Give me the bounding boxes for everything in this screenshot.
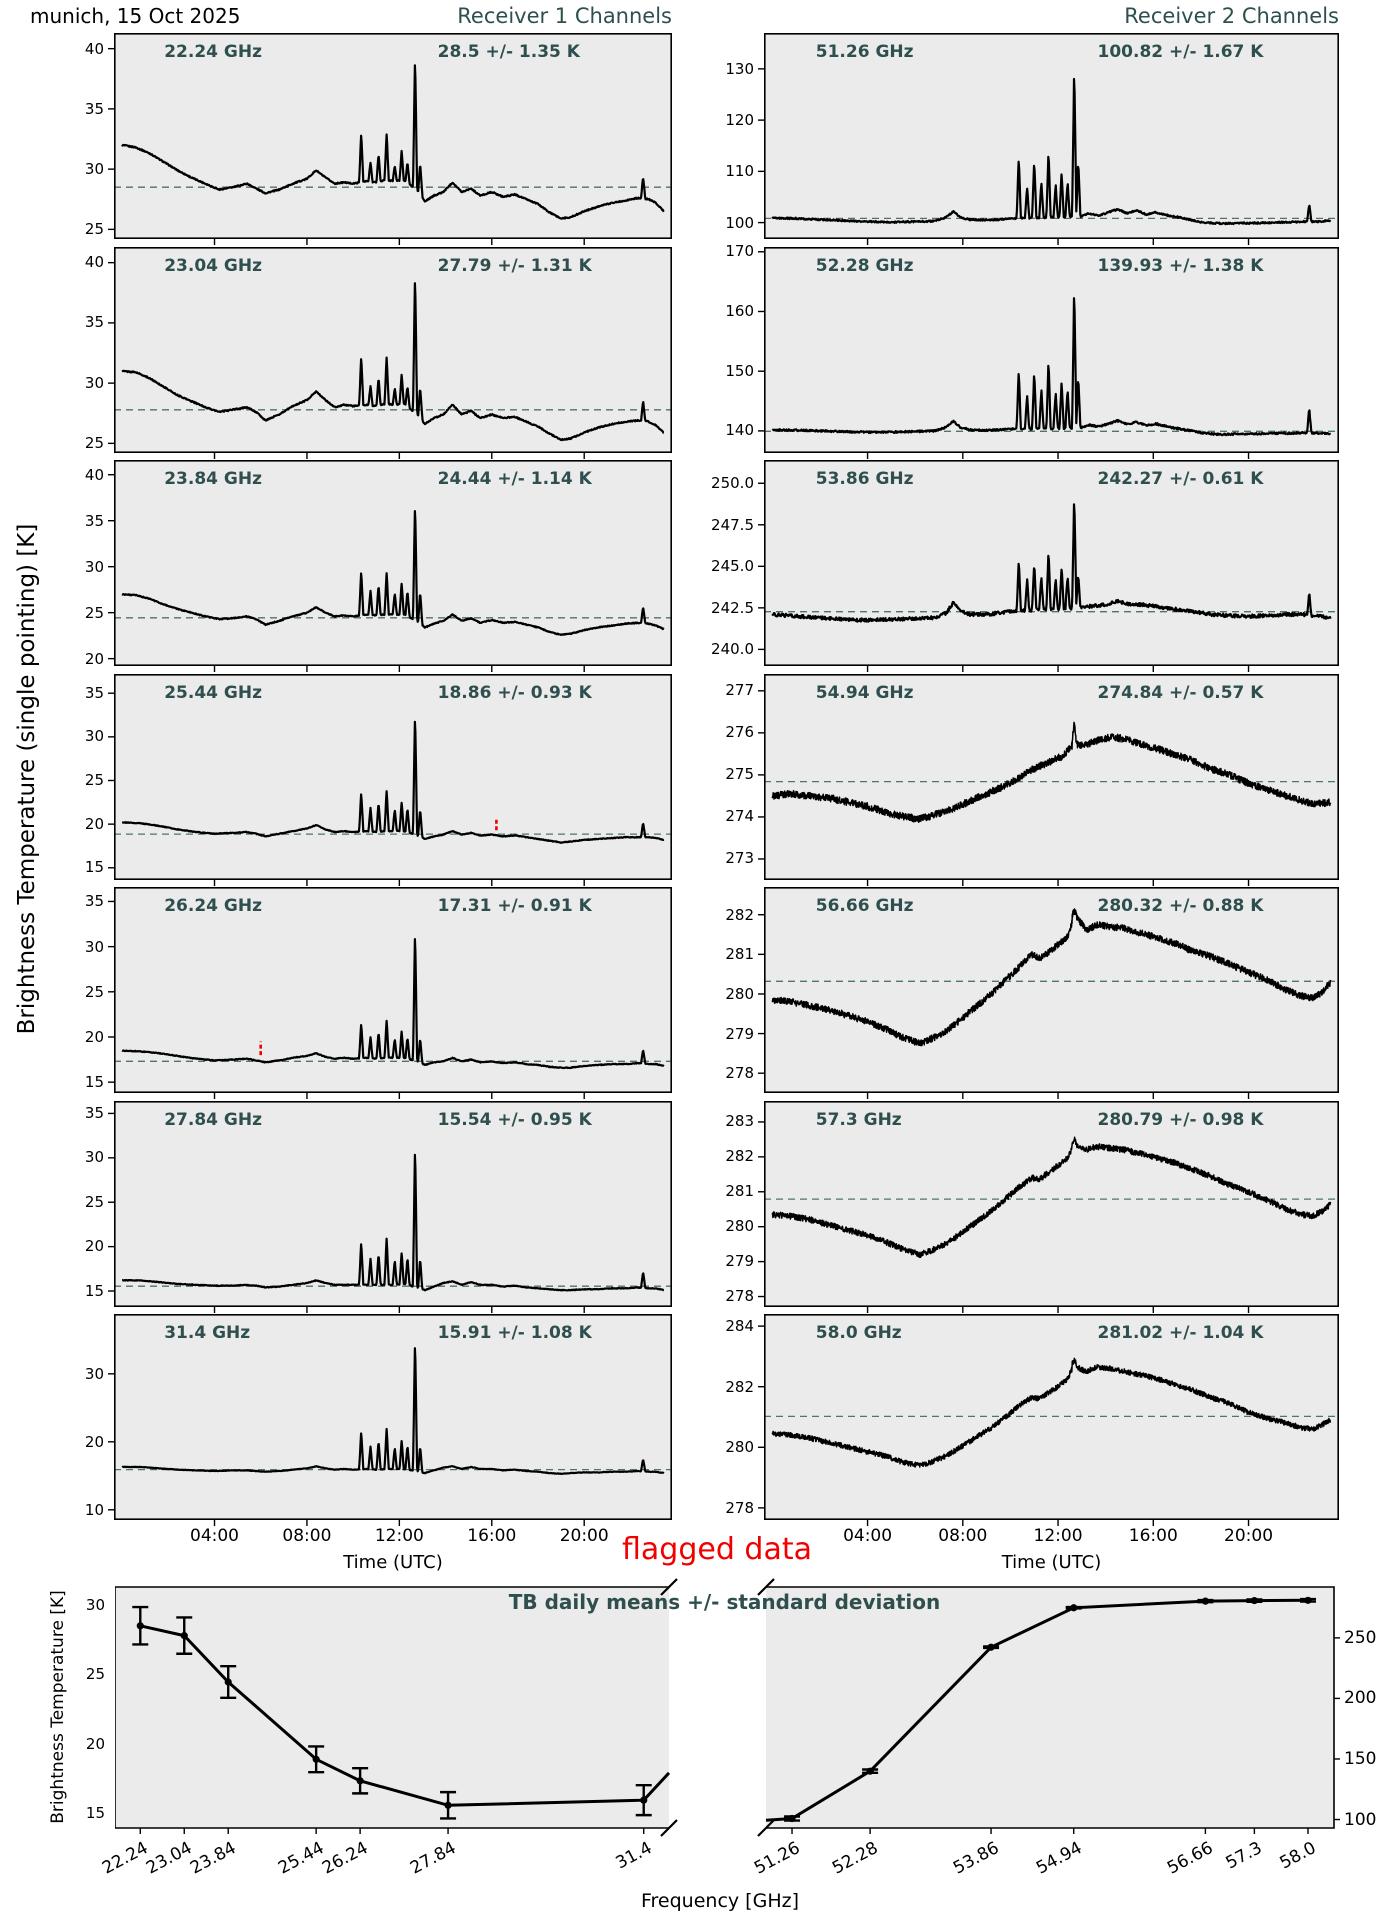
frequency-tick-label: 57.3 (1222, 1838, 1266, 1874)
channel-frequency-label: 51.26 GHz (815, 42, 914, 62)
time-tick-label: 08:00 (282, 1526, 332, 1546)
summary-right-tick-label: 100 (1344, 1809, 1377, 1830)
summary-panel-background (115, 1587, 669, 1828)
y-tick-label: 25 (84, 603, 104, 622)
channel-mean-label: 24.44 +/- 1.14 K (437, 469, 592, 489)
daily-mean-point (1304, 1597, 1311, 1604)
panel-background (764, 674, 1339, 880)
receiver1-title: Receiver 1 Channels (457, 4, 672, 28)
channel-mean-label: 274.84 +/- 0.57 K (1097, 682, 1264, 703)
y-tick-label: 282 (725, 1377, 754, 1396)
frequency-tick-label: 53.86 (950, 1838, 1003, 1879)
y-tick-label: 35 (84, 892, 104, 911)
panel-background (764, 1101, 1339, 1307)
frequency-tick-label: 27.84 (407, 1838, 460, 1879)
daily-mean-point (788, 1815, 795, 1822)
y-tick-label: 280 (725, 1217, 754, 1236)
channel-mean-label: 242.27 +/- 0.61 K (1097, 469, 1264, 489)
panel-25.44-ghz (106, 674, 672, 887)
panel-background (114, 887, 672, 1093)
y-tick-label: 25 (84, 220, 104, 239)
frequency-tick-label: 26.24 (319, 1838, 372, 1879)
time-tick-label: 20:00 (559, 1526, 609, 1546)
channel-mean-label: 281.02 +/- 1.04 K (1097, 1323, 1264, 1343)
channel-frequency-label: 54.94 GHz (815, 682, 914, 703)
y-tick-label: 30 (84, 1148, 104, 1167)
y-tick-label: 279 (725, 1252, 754, 1271)
y-tick-label: 35 (84, 99, 104, 118)
y-tick-label: 25 (84, 433, 104, 452)
time-tick-label: 16:00 (467, 1526, 517, 1546)
time-tick-label: 12:00 (374, 1526, 424, 1546)
summary-chart-canvas (115, 1565, 1344, 1855)
shared-y-axis-label: Brightness Temperature (single pointing) [K] (14, 523, 40, 1035)
channel-mean-label: 28.5 +/- 1.35 K (437, 42, 580, 62)
daily-mean-point (1202, 1598, 1209, 1605)
daily-mean-point (357, 1777, 364, 1784)
y-tick-label: 35 (84, 1103, 104, 1122)
summary-left-tick-label: 30 (85, 1596, 105, 1614)
y-tick-label: 281 (725, 1182, 754, 1201)
time-tick-label: 20:00 (1224, 1526, 1274, 1546)
channel-mean-label: 15.91 +/- 1.08 K (437, 1323, 592, 1343)
y-tick-label: 30 (84, 727, 104, 746)
panel-31.4-ghz (106, 1314, 672, 1527)
daily-mean-point (181, 1632, 188, 1639)
y-tick-label: 20 (84, 1432, 104, 1451)
time-axis-label: Time (UTC) (1001, 1552, 1102, 1573)
y-tick-label: 110 (725, 162, 754, 181)
daily-mean-point (313, 1756, 320, 1763)
y-tick-label: 277 (725, 681, 754, 700)
y-tick-label: 35 (84, 313, 104, 332)
panel-background (764, 33, 1339, 239)
channel-frequency-label: 31.4 GHz (164, 1323, 251, 1343)
daily-mean-point (867, 1768, 874, 1775)
y-tick-label: 274 (725, 807, 754, 826)
y-tick-label: 278 (725, 1498, 754, 1517)
panel-58.0-ghz (756, 1314, 1339, 1527)
frequency-tick-label: 56.66 (1164, 1838, 1217, 1879)
summary-right-tick-label: 150 (1344, 1748, 1377, 1769)
y-tick-label: 283 (725, 1112, 754, 1131)
channel-frequency-label: 53.86 GHz (815, 469, 914, 489)
channel-mean-label: 139.93 +/- 1.38 K (1097, 255, 1264, 276)
frequency-tick-label: 22.24 (99, 1838, 152, 1879)
panel-52.28-ghz (756, 247, 1339, 460)
panel-53.86-ghz (756, 460, 1339, 673)
y-tick-label: 282 (725, 1147, 754, 1166)
y-tick-label: 25 (84, 1192, 104, 1211)
frequency-tick-label: 23.84 (187, 1838, 240, 1879)
y-tick-label: 130 (725, 59, 754, 78)
summary-right-tick-label: 200 (1344, 1688, 1377, 1709)
channel-mean-label: 17.31 +/- 0.91 K (437, 896, 592, 916)
daily-mean-point (444, 1802, 451, 1809)
receiver2-title: Receiver 2 Channels (1124, 4, 1339, 28)
frequency-tick-label: 52.28 (829, 1838, 882, 1879)
y-tick-label: 281 (725, 945, 754, 964)
summary-x-axis-label: Frequency [GHz] (640, 1890, 799, 1912)
time-tick-label: 04:00 (843, 1526, 893, 1546)
panel-22.24-ghz (106, 33, 672, 246)
y-tick-label: 245.0 (711, 557, 754, 576)
summary-right-tick-label: 250 (1344, 1627, 1377, 1648)
y-tick-label: 150 (725, 361, 754, 380)
panel-background (114, 460, 672, 666)
time-tick-label: 12:00 (1033, 1526, 1083, 1546)
channel-frequency-label: 57.3 GHz (815, 1109, 902, 1130)
daily-mean-point (137, 1622, 144, 1629)
panel-56.66-ghz (756, 887, 1339, 1100)
channel-mean-label: 27.79 +/- 1.31 K (437, 255, 592, 276)
y-tick-label: 140 (725, 421, 754, 440)
panel-23.04-ghz (106, 247, 672, 460)
y-tick-label: 30 (84, 937, 104, 956)
panel-background (114, 33, 672, 239)
y-tick-label: 30 (84, 557, 104, 576)
channel-frequency-label: 22.24 GHz (164, 42, 262, 62)
summary-left-tick-label: 25 (85, 1665, 105, 1684)
y-tick-label: 30 (84, 1364, 104, 1383)
page-title: munich, 15 Oct 2025 (30, 4, 241, 28)
daily-mean-point (1070, 1604, 1077, 1611)
y-tick-label: 20 (84, 814, 104, 833)
y-tick-label: 35 (84, 683, 104, 702)
frequency-tick-label: 58.0 (1276, 1838, 1320, 1874)
y-tick-label: 15 (84, 858, 104, 877)
y-tick-label: 30 (84, 373, 104, 392)
y-tick-label: 273 (725, 849, 754, 868)
y-tick-label: 25 (84, 770, 104, 789)
panel-background (764, 887, 1339, 1093)
channel-mean-label: 100.82 +/- 1.67 K (1097, 42, 1264, 62)
time-tick-label: 04:00 (190, 1526, 239, 1546)
y-tick-label: 35 (84, 511, 104, 530)
y-tick-label: 20 (84, 1027, 104, 1046)
y-tick-label: 15 (84, 1073, 104, 1092)
y-tick-label: 15 (84, 1281, 104, 1300)
frequency-tick-label: 51.26 (751, 1838, 804, 1879)
summary-y-axis-label: Brightness Temperature [K] (48, 1590, 68, 1824)
channel-mean-label: 15.54 +/- 0.95 K (437, 1109, 592, 1130)
summary-chart-title: TB daily means +/- standard deviation (508, 1590, 941, 1614)
channel-frequency-label: 52.28 GHz (815, 255, 914, 276)
panel-51.26-ghz (756, 33, 1339, 246)
panel-26.24-ghz (106, 887, 672, 1100)
channel-frequency-label: 56.66 GHz (815, 896, 914, 916)
y-tick-label: 20 (84, 649, 104, 668)
daily-mean-point (987, 1644, 994, 1651)
time-tick-label: 16:00 (1128, 1526, 1178, 1546)
y-tick-label: 242.5 (711, 598, 754, 617)
y-tick-label: 120 (725, 111, 754, 130)
panel-54.94-ghz (756, 674, 1339, 887)
time-axis-label: Time (UTC) (343, 1552, 443, 1573)
panel-background (114, 674, 672, 880)
channel-frequency-label: 23.84 GHz (164, 469, 262, 489)
y-tick-label: 278 (725, 1064, 754, 1083)
channel-frequency-label: 58.0 GHz (815, 1323, 902, 1343)
channel-frequency-label: 26.24 GHz (164, 896, 262, 916)
y-tick-label: 160 (725, 301, 754, 320)
y-tick-label: 280 (725, 1438, 754, 1457)
y-tick-label: 40 (84, 253, 104, 272)
summary-left-tick-label: 15 (85, 1803, 105, 1822)
y-tick-label: 282 (725, 905, 754, 924)
daily-mean-point (640, 1797, 647, 1804)
y-tick-label: 280 (725, 984, 754, 1003)
y-tick-label: 275 (725, 765, 754, 784)
frequency-tick-label: 31.4 (612, 1838, 656, 1874)
daily-mean-point (225, 1678, 232, 1685)
panel-27.84-ghz (106, 1101, 672, 1314)
y-tick-label: 279 (725, 1024, 754, 1043)
frequency-tick-label: 23.04 (143, 1838, 196, 1879)
y-tick-label: 170 (725, 242, 754, 261)
y-tick-label: 40 (84, 465, 104, 484)
channel-mean-label: 280.32 +/- 0.88 K (1097, 896, 1264, 916)
channel-mean-label: 280.79 +/- 0.98 K (1097, 1109, 1264, 1130)
y-tick-label: 25 (84, 982, 104, 1001)
y-tick-label: 276 (725, 723, 754, 742)
panel-background (114, 1314, 672, 1520)
y-tick-label: 278 (725, 1287, 754, 1306)
summary-left-tick-label: 20 (85, 1734, 105, 1753)
channel-frequency-label: 27.84 GHz (164, 1109, 262, 1130)
y-tick-label: 247.5 (711, 515, 754, 534)
summary-panel-background (766, 1587, 1334, 1828)
y-tick-label: 250.0 (711, 474, 754, 493)
y-tick-label: 40 (84, 39, 104, 58)
frequency-tick-label: 25.44 (275, 1838, 328, 1879)
time-tick-label: 08:00 (938, 1526, 988, 1546)
panel-background (114, 247, 672, 453)
channel-frequency-label: 25.44 GHz (164, 682, 262, 703)
flagged-data-annotation: flagged data (622, 1532, 812, 1567)
panel-background (764, 460, 1339, 666)
frequency-tick-label: 54.94 (1032, 1838, 1086, 1879)
daily-mean-point (1251, 1597, 1258, 1604)
y-tick-label: 284 (725, 1317, 754, 1336)
channel-frequency-label: 23.04 GHz (164, 255, 262, 276)
y-tick-label: 30 (84, 160, 104, 179)
panel-23.84-ghz (106, 460, 672, 673)
y-tick-label: 240.0 (711, 640, 754, 659)
y-tick-label: 20 (84, 1237, 104, 1256)
y-tick-label: 10 (84, 1500, 104, 1519)
panel-57.3-ghz (756, 1101, 1339, 1314)
y-tick-label: 100 (725, 213, 754, 232)
channel-mean-label: 18.86 +/- 0.93 K (437, 682, 592, 703)
